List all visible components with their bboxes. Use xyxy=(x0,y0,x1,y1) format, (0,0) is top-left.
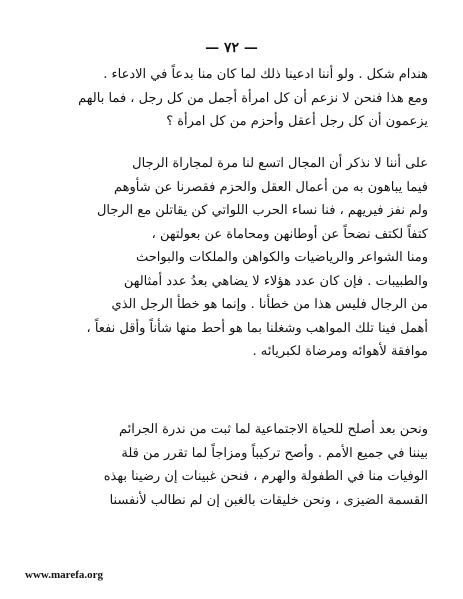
text-line: هندام شكل . ولو أننا ادعينا ذلك لما كان منا بدعاً في الادعاء . xyxy=(103,67,428,82)
text-line: بيننا في جميع الأمم . وأصح تركيباً ومزاجاً لما تقرر من قلة xyxy=(121,445,428,461)
text-line: ومع هذا فنحن لا نزعم أن كل امرأة أجمل من كل رجل ، فما بالهم xyxy=(78,90,428,106)
paragraph-1 xyxy=(40,63,428,134)
text-line: ولم نفز فيريهم ، فنا نساء الحرب اللواتي كن يقاتلن مع الرجال xyxy=(96,203,428,218)
paragraph-3 xyxy=(40,418,428,512)
text-line: ومنا الشواعر والرياضيات والكواهن والملكات والبواحث xyxy=(135,250,428,265)
text-line: القسمة الضيزى ، ونحن خليقات بالغبن إن لم نطالب لأنفسنا xyxy=(109,492,428,508)
text-line: من الرجال فليس هذا من خطأنا . وإنما هو خطأ الرجل الذي xyxy=(111,297,428,312)
website-link[interactable]: www.marefa.org xyxy=(25,569,103,581)
text-line: على أننا لا نذكر أن المجال اتسع لنا مرة لمجاراة الرجال xyxy=(132,156,428,171)
text-line: ونحن بعد أصلح للحياة الاجتماعية لما ثبت من ندرة الجرائم xyxy=(118,422,428,437)
text-line: الوفيات منا في الطفولة والهرم ، فنحن غبينات إن رضينا بهذه xyxy=(103,469,428,484)
paragraph-2 xyxy=(40,152,428,364)
text-line: أهمل فينا تلك المواهب وشغلنا بما هو أحط منها شأناً وأقل نفعاً ، xyxy=(86,320,428,336)
text-line: موافقة لأهوائه ومرضاة لكبريائه . xyxy=(252,344,428,359)
text-line: فيما يباهون به من أعمال العقل والحزم فقصرنا عن شأوهم xyxy=(114,179,428,195)
text-line: والطبيبات . فإن كان عدد هؤلاء لا يضاهي بعدُ عدد أمثالهن xyxy=(123,273,428,289)
page-number: — ٧٢ — xyxy=(205,40,258,56)
text-line: كتفاً لكتف نضحاً عن أوطانهن ومحاماة عن بعولتهن ، xyxy=(151,226,428,242)
text-line: يزعمون أن كل رجل أعقل وأحزم من كل امرأة ؟ xyxy=(166,114,428,129)
